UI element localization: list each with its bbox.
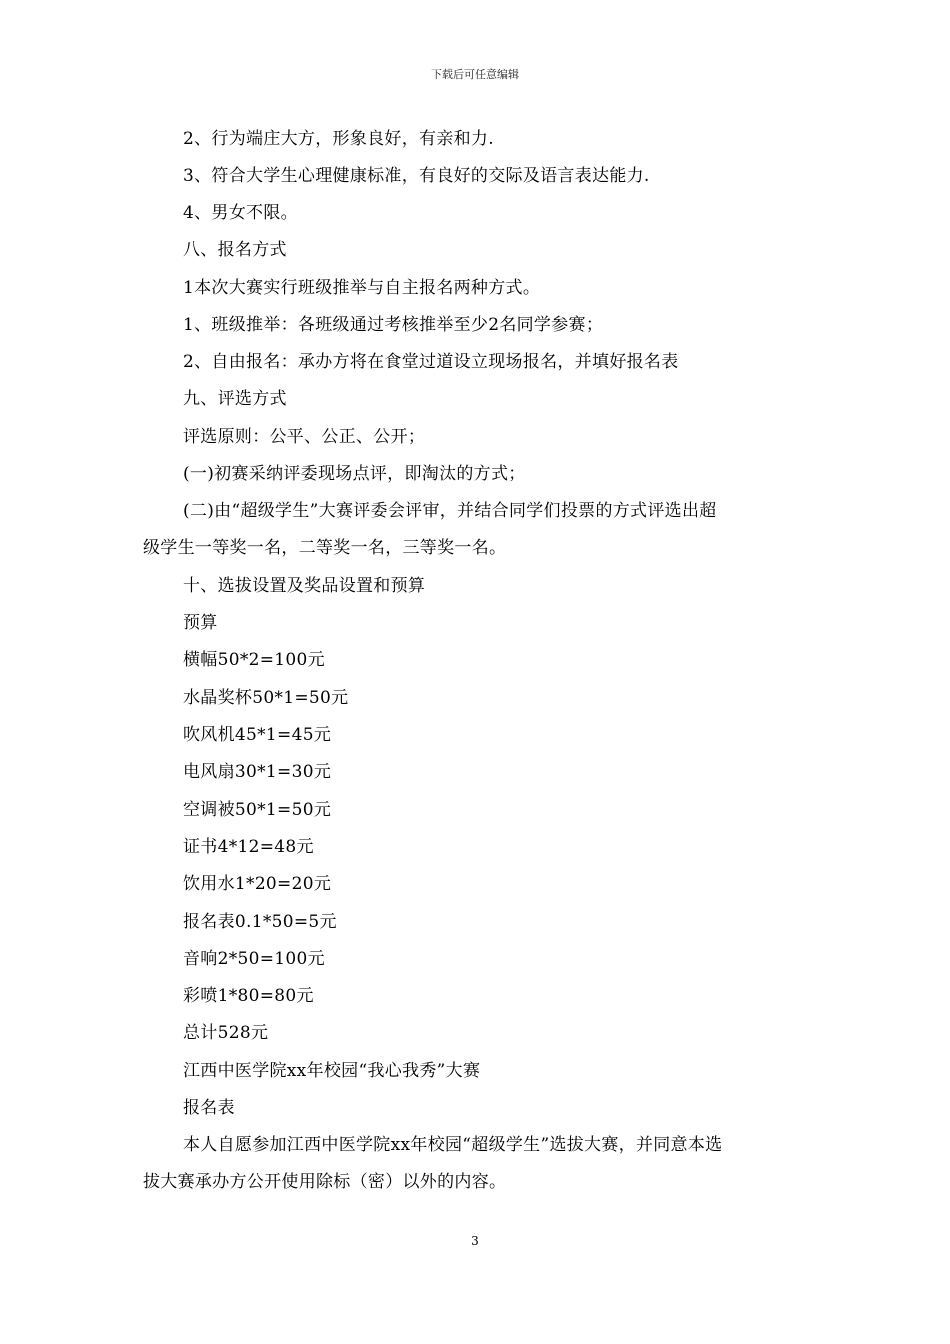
page-header: 下载后可任意编辑 [431,68,519,81]
budget-item: 彩喷1*80=80元 [183,986,314,1006]
requirement-item-3: 3、符合大学生心理健康标准，有良好的交际及语言表达能力. [183,166,650,186]
budget-item: 饮用水1*20=20元 [183,874,332,894]
selection-principle: 评选原则：公平、公正、公开； [183,427,426,447]
budget-item: 空调被50*1=50元 [183,800,332,820]
registration-class-recommend: 1、班级推举：各班级通过考核推举至少2名同学参赛； [183,315,604,335]
selection-round-2-line-1: (二)由“超级学生”大赛评委会评审，并结合同学们投票的方式评选出超 [183,501,717,521]
budget-item: 横幅50*2=100元 [183,650,325,670]
requirement-item-2: 2、行为端庄大方，形象良好，有亲和力. [183,129,494,149]
budget-item: 水晶奖杯50*1=50元 [183,688,349,708]
form-subtitle: 报名表 [183,1098,235,1118]
budget-item: 音响2*50=100元 [183,949,325,969]
selection-heading: 九、评选方式 [183,389,287,409]
budget-item: 电风扇30*1=30元 [183,762,332,782]
page-number: 3 [471,1234,479,1248]
selection-round-1: (一)初赛采纳评委现场点评，即淘汰的方式； [183,464,526,484]
budget-item: 报名表0.1*50=5元 [183,912,337,932]
form-title: 江西中医学院xx年校园“我心我秀”大赛 [183,1061,481,1081]
form-statement-line-2: 拔大赛承办方公开使用除标（密）以外的内容。 [143,1172,507,1192]
form-statement-line-1: 本人自愿参加江西中医学院xx年校园“超级学生”选拔大赛，并同意本选 [183,1135,723,1155]
registration-self-register: 2、自由报名：承办方将在食堂过道设立现场报名，并填好报名表 [183,352,679,372]
registration-intro: 1本次大赛实行班级推举与自主报名两种方式。 [183,278,541,298]
budget-item: 证书4*12=48元 [183,837,314,857]
budget-heading: 十、选拔设置及奖品设置和预算 [183,576,426,596]
selection-round-2-line-2: 级学生一等奖一名，二等奖一名，三等奖一名。 [143,538,507,558]
requirement-item-4: 4、男女不限。 [183,203,298,223]
budget-label: 预算 [183,613,218,633]
registration-heading: 八、报名方式 [183,240,287,260]
budget-total: 总计528元 [183,1023,269,1043]
budget-item: 吹风机45*1=45元 [183,725,332,745]
